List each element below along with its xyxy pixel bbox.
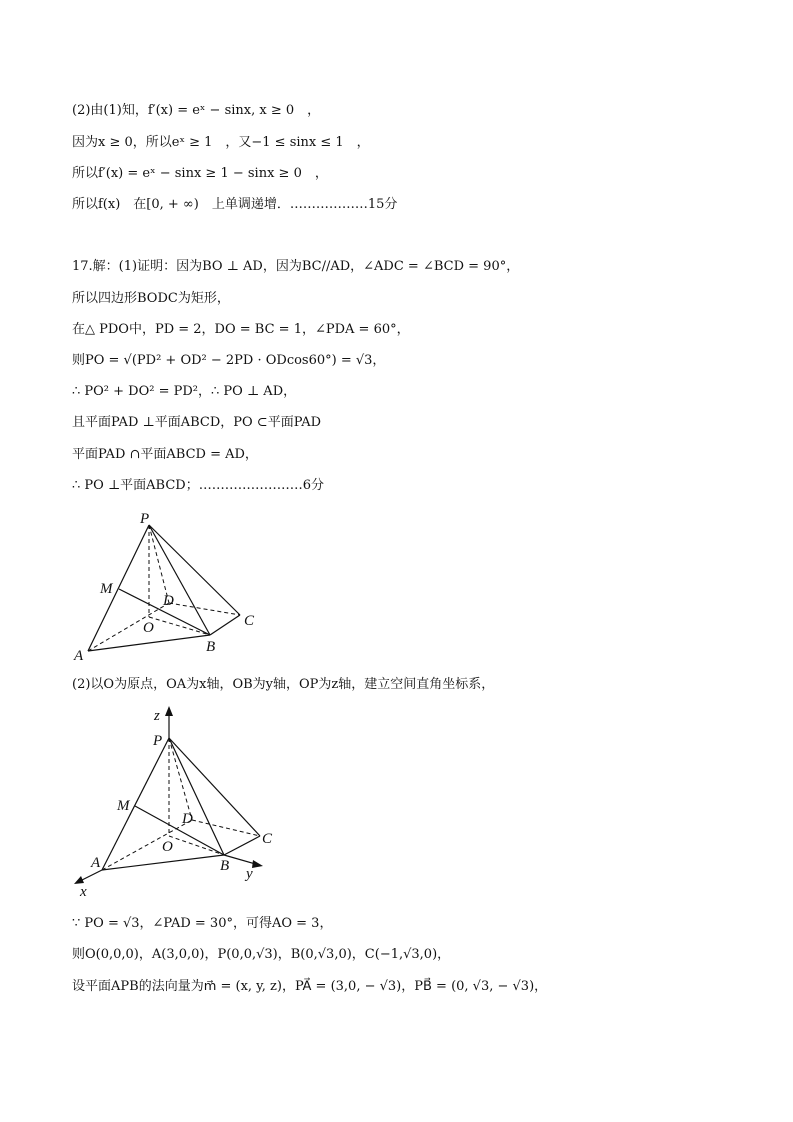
text-line: 在△ PDO中，PD = 2，DO = BC = 1，∠PDA = 60°， — [72, 322, 410, 337]
text-line: (2)以O为原点，OA为x轴，OB为y轴，OP为z轴，建立空间直角坐标系， — [72, 677, 495, 692]
text-line: 17.解：(1)证明：因为BO ⊥ AD，因为BC//AD，∠ADC = ∠BCD = 90°， — [72, 259, 520, 274]
label-C: C — [262, 831, 273, 847]
text-line: 因为x ≥ 0，所以eˣ ≥ 1 ，又−1 ≤ sinx ≤ 1 ， — [72, 135, 370, 150]
label-M: M — [117, 798, 130, 814]
text-line: ∵ PO = √3，∠PAD = 30°，可得AO = 3， — [72, 916, 333, 931]
label-D: D — [182, 811, 193, 827]
label-A: A — [91, 855, 101, 871]
label-O: O — [162, 839, 173, 855]
label-D: D — [163, 593, 174, 609]
pyramid-axes-figure — [64, 700, 284, 900]
text-line: ∴ PO² + DO² = PD²，∴ PO ⊥ AD， — [72, 384, 297, 399]
label-P: P — [153, 733, 163, 749]
label-C: C — [244, 613, 255, 629]
text-line: ∴ PO ⊥平面ABCD；……………………6分 — [72, 478, 324, 493]
label-B: B — [220, 858, 230, 874]
text-line: 则O(0,0,0)，A(3,0,0)，P(0,0,√3)，B(0,√3,0)，C(−1,√3,0)， — [72, 947, 451, 962]
pyramid-figure — [70, 505, 270, 665]
text-line: (2)由(1)知，f′(x) = eˣ − sinx, x ≥ 0 ， — [72, 103, 321, 118]
text-line: 所以四边形BODC为矩形， — [72, 291, 230, 306]
label-B: B — [206, 639, 216, 655]
text-line: 所以f′(x) = eˣ − sinx ≥ 1 − sinx ≥ 0 ， — [72, 166, 328, 181]
label-A: A — [74, 648, 84, 664]
text-line: 则PO = √(PD² + OD² − 2PD · ODcos60°) = √3， — [72, 353, 386, 368]
text-line: 设平面APB的法向量为m⃗ = (x, y, z)，PA⃗ = (3,0, − √3)，PB⃗ = (0, √3, − √3)， — [72, 979, 548, 994]
text-line: 平面PAD ∩平面ABCD = AD， — [72, 447, 258, 462]
label-M: M — [100, 581, 113, 597]
label-z: z — [154, 708, 160, 724]
label-O: O — [143, 620, 154, 636]
text-line: 所以f(x) 在[0, + ∞) 上单调递增．………………15分 — [72, 197, 398, 212]
label-x: x — [80, 884, 87, 900]
label-P: P — [140, 511, 150, 527]
text-line: 且平面PAD ⊥平面ABCD，PO ⊂平面PAD — [72, 415, 322, 430]
label-y: y — [246, 866, 253, 882]
